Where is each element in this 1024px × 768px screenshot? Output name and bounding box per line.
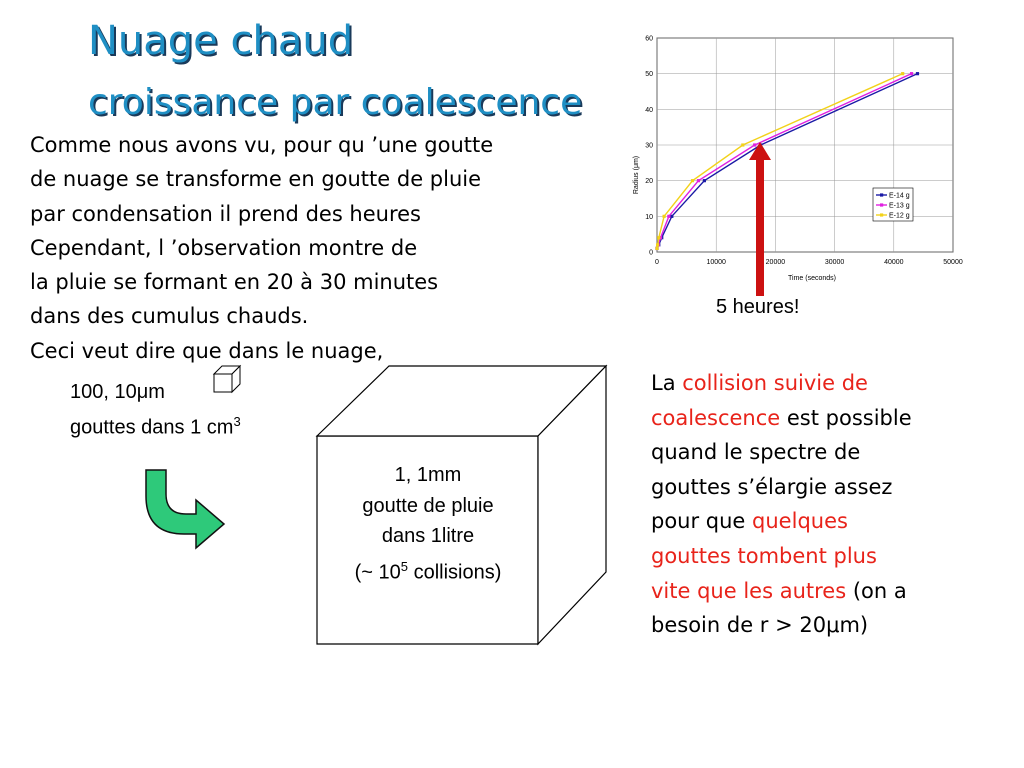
- chart-data-point: [703, 179, 706, 182]
- chart-y-tick-label: 30: [645, 142, 653, 150]
- intro-line: Cependant, l ’observation montre de: [30, 235, 418, 260]
- cube-line-4-pre: (~ 10: [354, 561, 401, 584]
- intro-line: de nuage se transforme en goutte de pluie: [30, 167, 482, 192]
- red-pointer-arrow-icon: [745, 140, 775, 300]
- chart-x-tick-label: 20000: [765, 259, 786, 266]
- right-line-5b: quelques: [752, 509, 848, 534]
- chart-legend-marker: [880, 213, 883, 216]
- intro-line: la pluie se formant en 20 à 30 minutes: [30, 270, 439, 295]
- small-drops-size: 100, 10μm: [70, 381, 165, 403]
- chart-y-tick-label: 20: [645, 178, 653, 186]
- chart-y-tick-label: 10: [645, 213, 653, 221]
- cube-line-4-post: collisions): [408, 561, 502, 584]
- cube-line-1: 1, 1mm: [394, 464, 462, 486]
- chart-data-point: [916, 72, 919, 75]
- chart-y-tick-label: 0: [649, 249, 653, 257]
- right-line-1a: La: [651, 371, 683, 395]
- chart-legend-label: E-13 g: [889, 202, 910, 210]
- cube-line-4: [318, 552, 538, 588]
- cube-line-2: goutte de pluie: [362, 494, 494, 517]
- title-line-2: croissance par coalescence: [88, 82, 583, 123]
- right-line-2a: coalescence: [651, 405, 781, 430]
- intro-line: Ceci veut dire que dans le nuage,: [30, 338, 384, 363]
- chart-x-tick-label: 10000: [706, 259, 726, 266]
- right-line-8: besoin de r > 20μm): [651, 613, 869, 638]
- chart-legend-label: E-12 g: [889, 212, 910, 220]
- right-line-3: quand le spectre de: [651, 440, 861, 465]
- chart-y-axis-label: Radius (μm): [633, 155, 640, 195]
- right-line-6: gouttes tombent plus: [651, 543, 877, 568]
- right-line-2b: est possible: [780, 405, 912, 430]
- right-line-7b: (on a: [846, 578, 907, 603]
- chart-data-point: [667, 215, 670, 218]
- chart-data-point: [656, 243, 659, 246]
- intro-line: dans des cumulus chauds.: [30, 304, 309, 329]
- chart-y-tick-label: 60: [645, 35, 653, 43]
- chart-x-axis-label: Time (seconds): [788, 275, 836, 282]
- intro-line: par condensation il prend des heures: [30, 201, 422, 226]
- green-curved-arrow-icon: [140, 462, 230, 552]
- chart-data-point: [670, 215, 673, 218]
- chart-legend-marker: [880, 193, 883, 196]
- chart-x-tick-label: 30000: [824, 259, 845, 266]
- chart-data-point: [691, 179, 694, 182]
- right-line-1: [651, 366, 912, 401]
- chart-data-point: [663, 215, 666, 218]
- right-line-1b: collision suivie de: [682, 371, 868, 395]
- small-drops-count: [70, 414, 241, 440]
- small-cube-icon: [212, 364, 242, 394]
- right-line-5: [651, 504, 912, 539]
- chart-data-point: [901, 72, 904, 75]
- five-hours-annotation: 5 heures!: [716, 296, 800, 318]
- small-drops-count-text: gouttes dans 1 cm: [70, 416, 234, 439]
- cube-exponent: 5: [400, 558, 409, 574]
- chart-y-tick-label: 50: [645, 71, 653, 79]
- chart-data-point: [657, 236, 660, 239]
- intro-line: Comme nous avons vu, pour qu ’une goutte: [30, 133, 494, 157]
- chart-data-point: [655, 247, 658, 250]
- right-line-7: [651, 574, 912, 609]
- collision-explanation: [651, 366, 912, 643]
- chart-data-point: [741, 143, 744, 146]
- chart-data-point: [697, 179, 700, 182]
- cube-line-3: dans 1litre: [381, 525, 475, 547]
- right-line-7a: vite que les autres: [651, 578, 847, 603]
- chart-y-tick-label: 40: [645, 106, 653, 114]
- chart-legend-marker: [880, 203, 883, 206]
- chart-legend-label: E-14 g: [889, 192, 910, 200]
- small-drops-exponent: 3: [233, 414, 241, 429]
- chart-x-tick-label: 50000: [943, 259, 963, 266]
- title-line-1: Nuage chaud: [88, 18, 354, 64]
- chart-legend: [873, 188, 913, 221]
- chart-x-tick-label: 40000: [884, 259, 904, 266]
- right-line-5a: pour que: [651, 509, 753, 534]
- intro-paragraph: [30, 128, 493, 368]
- cube-label: [318, 460, 538, 588]
- chart-x-tick-label: 0: [655, 259, 659, 266]
- chart-data-point: [910, 72, 913, 75]
- right-line-4: gouttes s’élargie assez: [651, 474, 893, 499]
- radius-time-chart: [620, 30, 970, 290]
- right-line-2: [651, 401, 912, 436]
